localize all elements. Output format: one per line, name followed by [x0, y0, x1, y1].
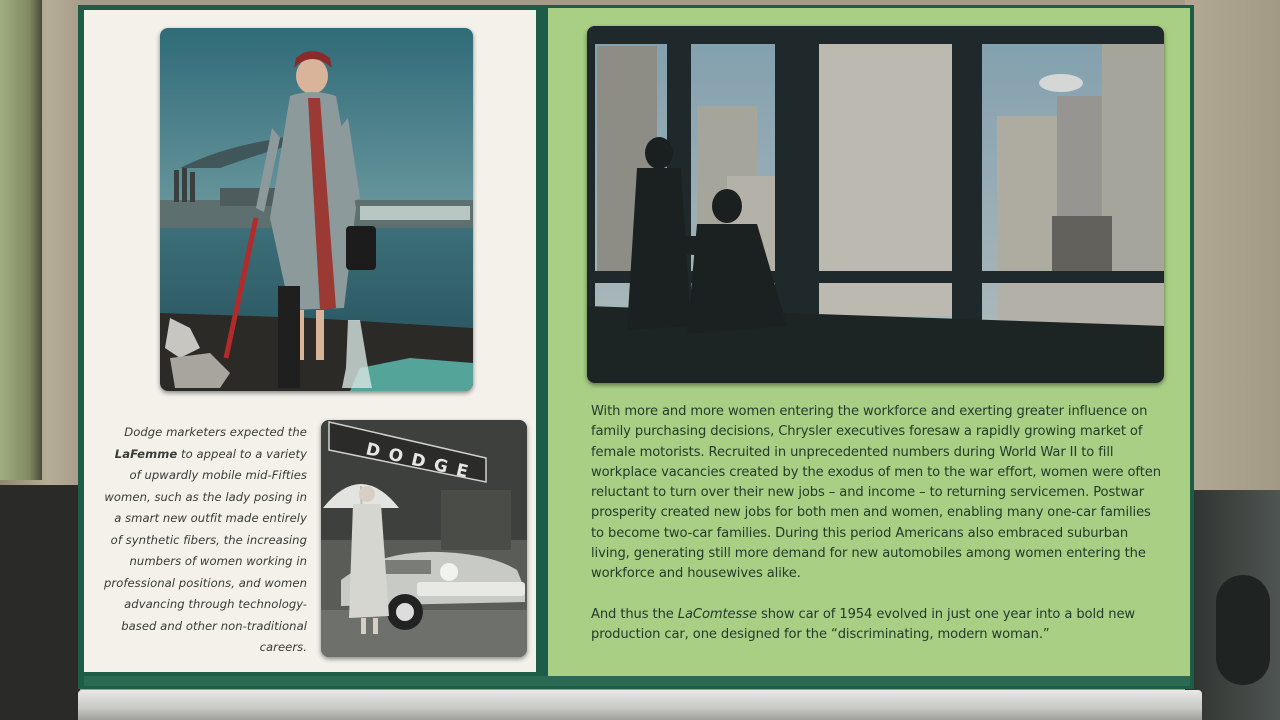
adjacent-panel-edge	[0, 0, 42, 480]
display-stand-hole	[1216, 575, 1270, 685]
photo-dodge-showroom	[321, 420, 527, 657]
wall-left-shadow	[0, 485, 80, 720]
dodge-sign-text: DODGE	[363, 439, 479, 485]
photo-caption	[100, 422, 307, 659]
photo-office-women-city	[587, 26, 1164, 383]
body-paragraph-2-end: show car of 1954 evolved in just one year into a bold new production car, one designed for the “discriminating, modern woman.”	[591, 606, 1136, 642]
body-paragraph-2-start: And thus the	[591, 606, 674, 622]
caption-model-name: LaFemme	[114, 446, 178, 461]
display-shelf	[78, 690, 1202, 720]
exhibit-body-text	[591, 402, 1166, 645]
show-car-name: LaComtesse	[677, 606, 757, 622]
caption-text-before: Dodge marketers expected the	[124, 425, 307, 439]
panel-bottom-stripe	[84, 676, 1190, 686]
photo-woman-in-outfit	[160, 28, 473, 391]
body-paragraph-2	[591, 605, 1166, 646]
body-paragraph-1: With more and more women entering the workforce and exerting greater influence on family purchasing decisions, Chrysler executives foresaw a rapidly growing market of female motorists. Recruited in unprecedented numbers during World War II to fill workplace vacancies created by the exodus of men to the war effort, women were often reluctant to turn over their new jobs – and income – to returning servicemen. Postwar prosperity created new jobs for both men and women, enabling many one-car families to become two-car families. During this period Americans also embraced suburban living, generating still more demand for new automobiles among women entering the workforce and housewives alike.	[591, 404, 1161, 582]
caption-text-after: to appeal to a variety of upwardly mobile mid-Fifties women, such as the lady posing in a smart new outfit made entirely of synthetic fibers, the increasing numbers of women working in professional positions, and women advancing through technology-based and other non-traditional careers.	[103, 446, 307, 654]
